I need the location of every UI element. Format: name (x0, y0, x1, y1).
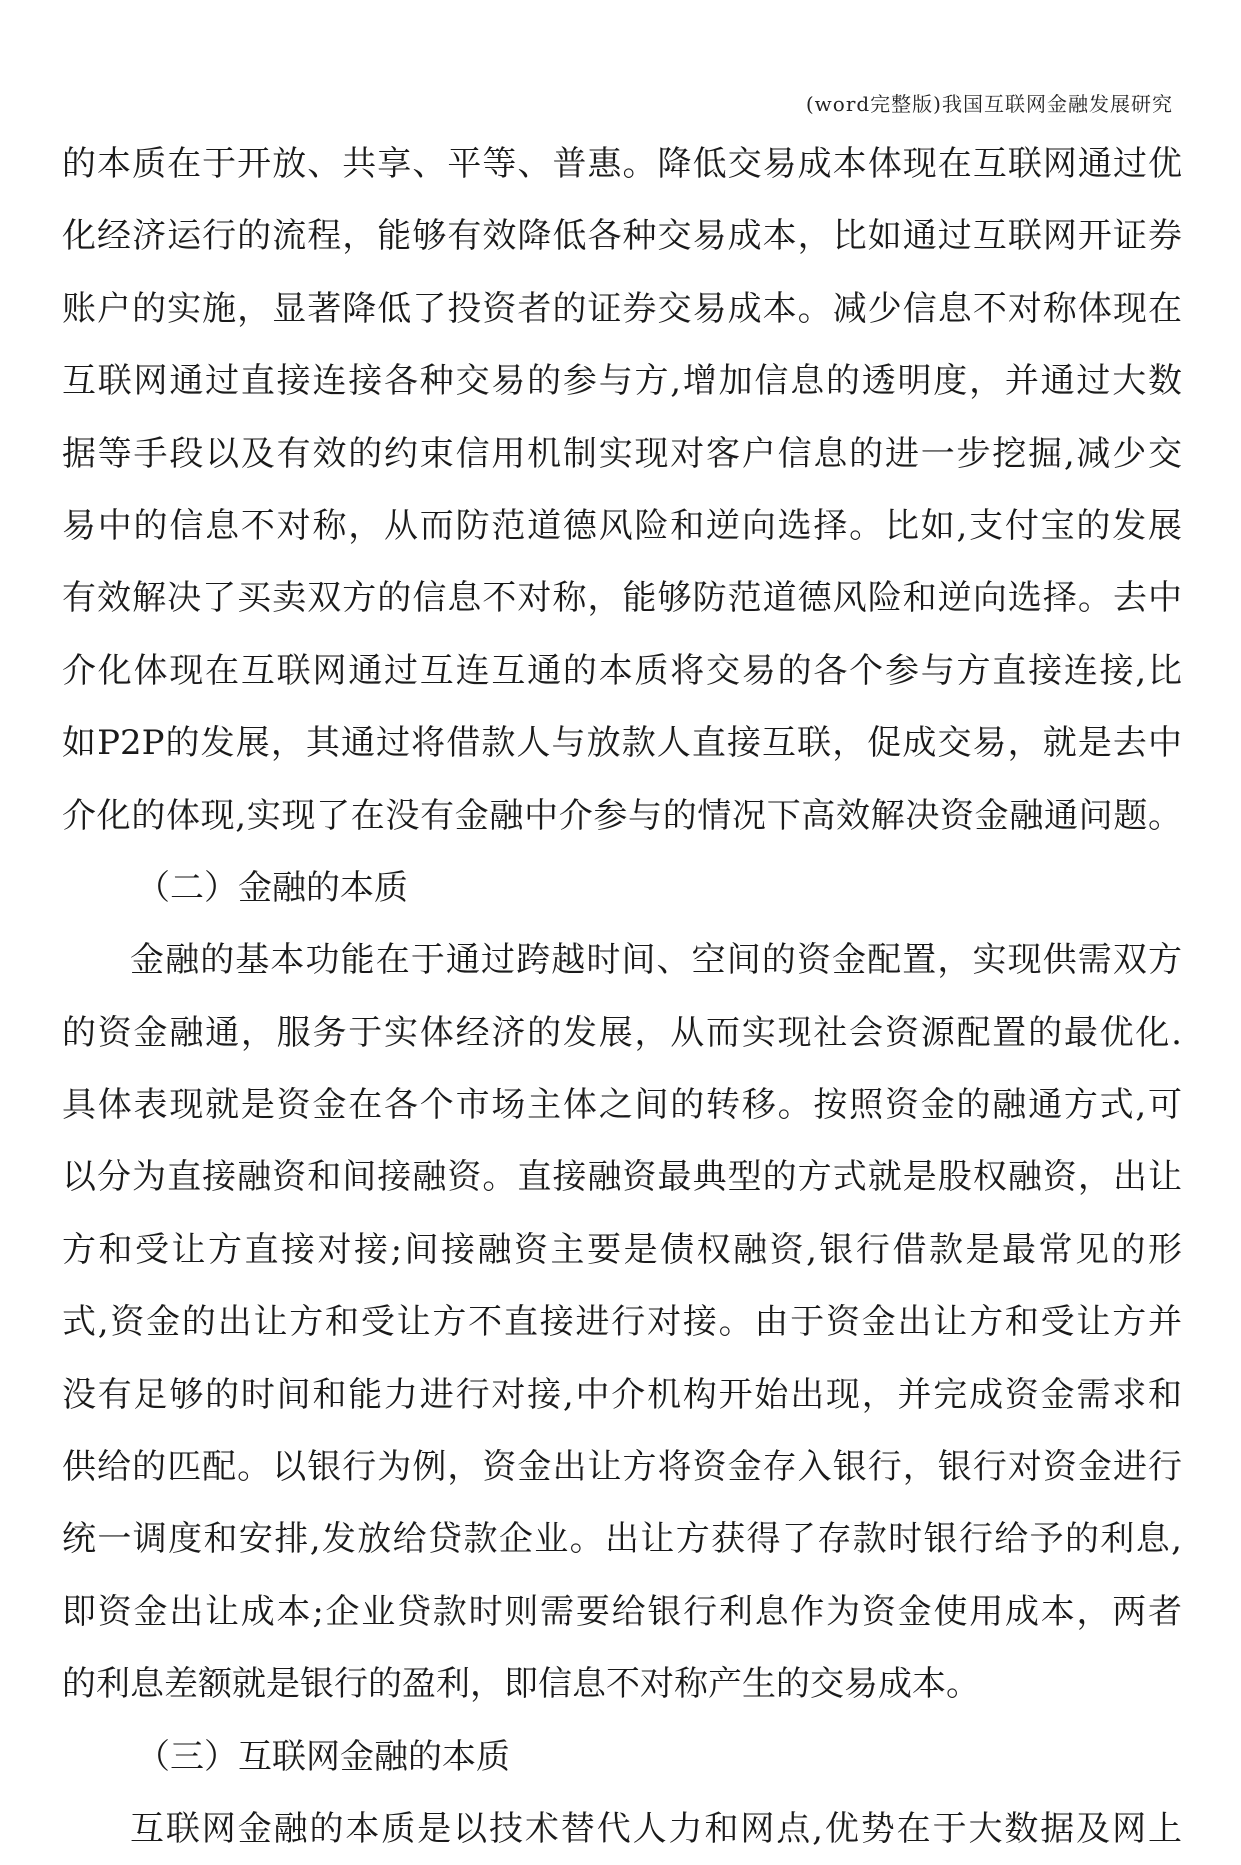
body-line: 具体表现就是资金在各个市场主体之间的转移。按照资金的融通方式,可 (62, 1085, 1182, 1126)
body-line: 的本质在于开放、共享、平等、普惠。降低交易成本体现在互联网通过优 (62, 144, 1182, 184)
section-heading: （二）金融的本质 (136, 867, 408, 908)
body-line: 式,资金的出让方和受让方不直接进行对接。由于资金出让方和受让方并 (62, 1302, 1182, 1343)
body-line: 金融的基本功能在于通过跨越时间、空间的资金配置，实现供需双方 (130, 940, 1182, 981)
body-line: 没有足够的时间和能力进行对接,中介机构开始出现，并完成资金需求和 (62, 1374, 1182, 1415)
body-line: 账户的实施，显著降低了投资者的证券交易成本。减少信息不对称体现在 (62, 288, 1182, 329)
body-line: 统一调度和安排,发放给贷款企业。出让方获得了存款时银行给予的利息, (62, 1519, 1182, 1560)
body-line: 的资金融通，服务于实体经济的发展，从而实现社会资源配置的最优化. (62, 1012, 1182, 1053)
body-line: 介化体现在互联网通过互连互通的本质将交易的各个参与方直接连接,比 (62, 650, 1182, 691)
body-line: 化经济运行的流程，能够有效降低各种交易成本，比如通过互联网开证券 (62, 216, 1182, 257)
body-line: 介化的体现,实现了在没有金融中介参与的情况下高效解决资金融通问题。 (62, 795, 1182, 836)
body-line: 的利息差额就是银行的盈利，即信息不对称产生的交易成本。 (62, 1664, 980, 1705)
body-line: 互联网通过直接连接各种交易的参与方,增加信息的透明度，并通过大数 (62, 361, 1182, 402)
body-line: 方和受让方直接对接;间接融资主要是债权融资,银行借款是最常见的形 (62, 1229, 1182, 1270)
document-body (62, 128, 1182, 1865)
body-line: 易中的信息不对称，从而防范道德风险和逆向选择。比如,支付宝的发展 (62, 505, 1182, 546)
body-line: 供给的匹配。以银行为例，资金出让方将资金存入银行，银行对资金进行 (62, 1447, 1182, 1488)
body-line: 即资金出让成本;企业贷款时则需要给银行利息作为资金使用成本，两者 (62, 1591, 1182, 1632)
body-line: 如P2P的发展，其通过将借款人与放款人直接互联，促成交易，就是去中 (62, 723, 1182, 764)
running-header: (word完整版)我国互联网金融发展研究 (805, 92, 1173, 116)
body-line: 有效解决了买卖双方的信息不对称，能够防范道德风险和逆向选择。去中 (62, 578, 1182, 619)
section-heading: （三）互联网金融的本质 (136, 1736, 510, 1777)
body-line: 据等手段以及有效的约束信用机制实现对客户信息的进一步挖掘,减少交 (62, 433, 1182, 474)
body-line: 以分为直接融资和间接融资。直接融资最典型的方式就是股权融资，出让 (62, 1157, 1182, 1198)
body-line: 互联网金融的本质是以技术替代人力和网点,优势在于大数据及网上 (130, 1808, 1182, 1849)
